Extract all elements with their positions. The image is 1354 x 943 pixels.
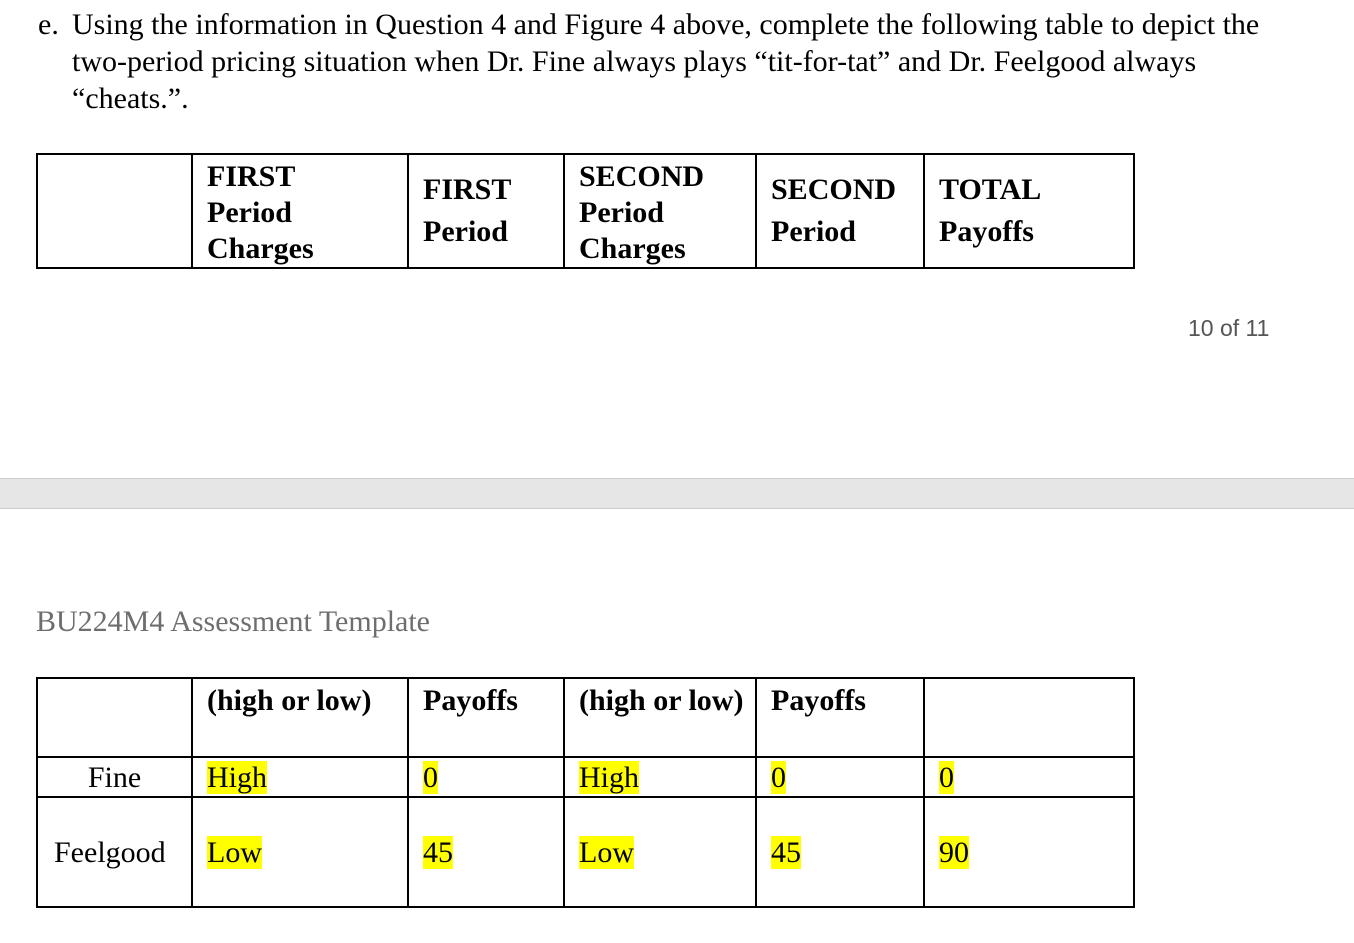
header-total-payoffs: TOTAL Payoffs xyxy=(924,154,1134,268)
cell-feelgood-first-charge: Low xyxy=(192,797,408,907)
cell-feelgood-second-payoff: 45 xyxy=(756,797,924,907)
table-row-fine xyxy=(37,757,1134,797)
header-second-period: SECOND Period xyxy=(756,154,924,268)
header-first-period: FIRST Period xyxy=(408,154,564,268)
cell-fine-second-payoff: 0 xyxy=(756,757,924,797)
question-e xyxy=(38,6,1298,117)
header-second-period-charges: SECOND Period Charges xyxy=(564,154,756,268)
page-number: 10 of 11 xyxy=(1188,315,1270,341)
cell-fine-second-charge: High xyxy=(564,757,756,797)
cell-fine-first-payoff: 0 xyxy=(408,757,564,797)
corner-cell xyxy=(37,678,192,757)
row-label-feelgood: Feelgood xyxy=(37,797,192,907)
cell-feelgood-second-charge: Low xyxy=(564,797,756,907)
question-marker: e. xyxy=(38,8,59,41)
table-row-feelgood xyxy=(37,797,1134,907)
pricing-table-continued xyxy=(36,677,1135,908)
cell-feelgood-total: 90 xyxy=(924,797,1134,907)
header-first-period-charges: FIRST Period Charges xyxy=(192,154,408,268)
page-break xyxy=(0,478,1354,509)
header-payoffs-2: Payoffs xyxy=(756,678,924,757)
cell-feelgood-first-payoff: 45 xyxy=(408,797,564,907)
corner-cell xyxy=(37,154,192,268)
question-text: Using the information in Question 4 and Figure 4 above, complete the following table to depict the two-period pricing situation when Dr. Fine always plays “tit-for-tat” and Dr. Feelgood always “cheats.”. xyxy=(72,8,1260,115)
header-row-continued xyxy=(37,678,1134,757)
cell-fine-first-charge: High xyxy=(192,757,408,797)
pricing-table-header-part xyxy=(36,153,1135,269)
header-high-or-low-2: (high or low) xyxy=(564,678,756,757)
header-high-or-low-1: (high or low) xyxy=(192,678,408,757)
page-header: BU224M4 Assessment Template xyxy=(36,605,430,638)
cell-fine-total: 0 xyxy=(924,757,1134,797)
row-label-fine: Fine xyxy=(37,757,192,797)
header-payoffs-1: Payoffs xyxy=(408,678,564,757)
header-blank xyxy=(924,678,1134,757)
